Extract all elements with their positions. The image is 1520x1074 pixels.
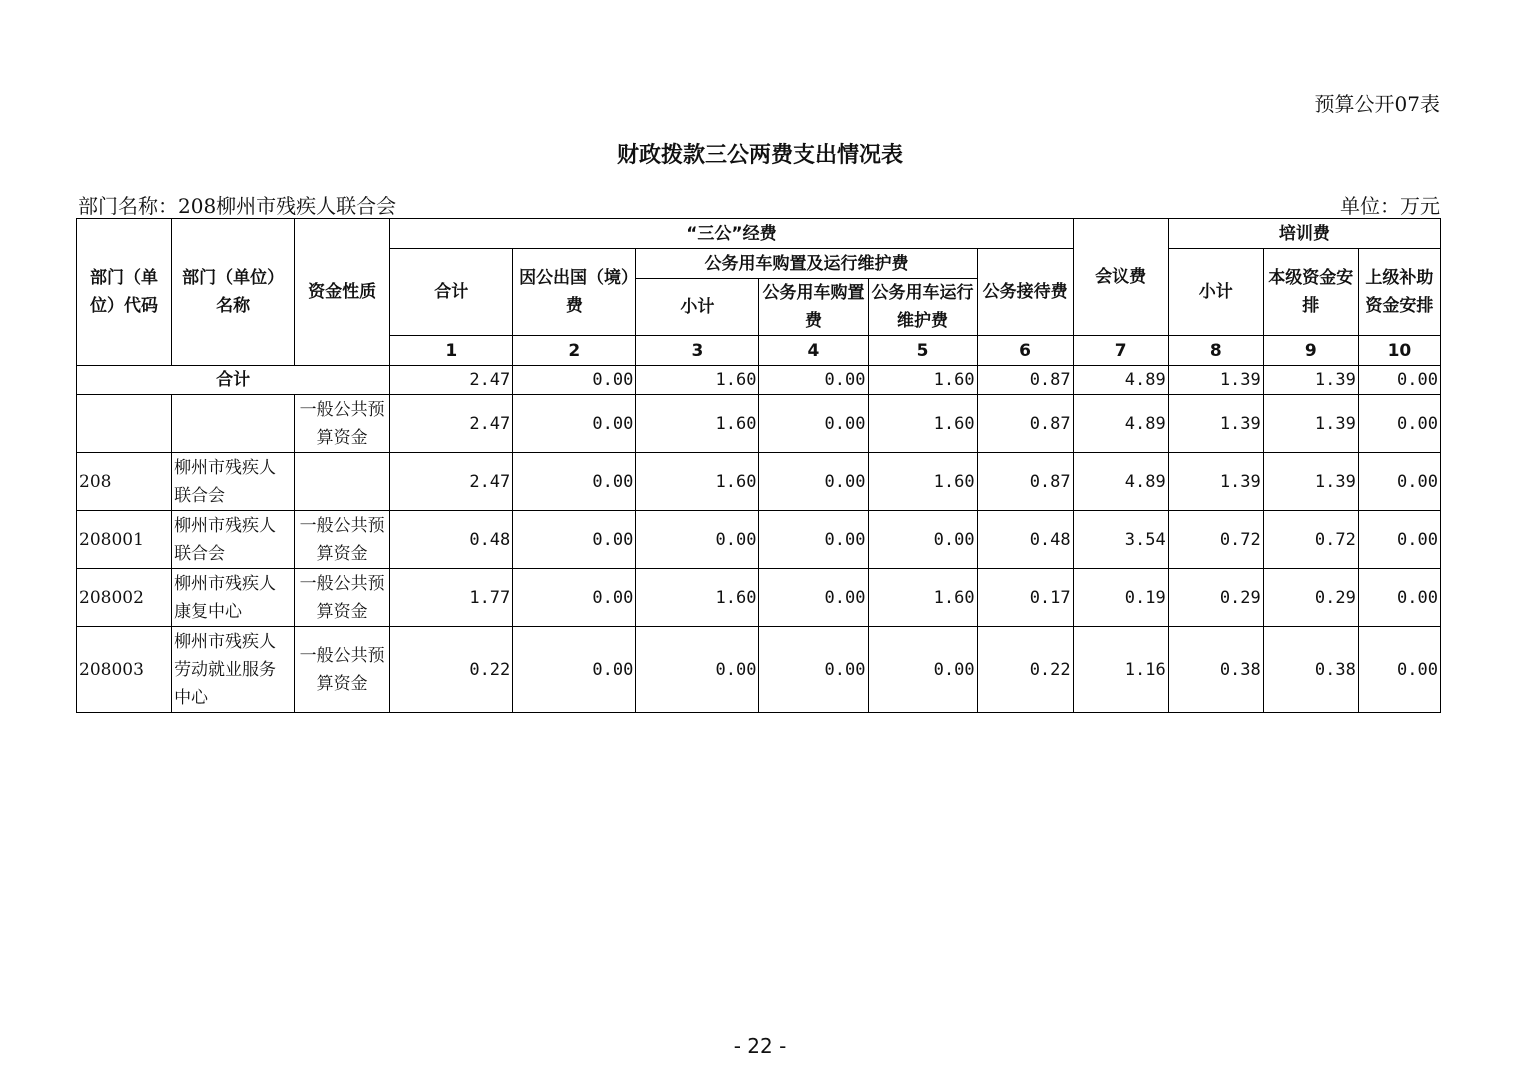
row-value: 0.38 <box>1263 627 1358 713</box>
col-number: 7 <box>1073 336 1168 366</box>
row-code: 208001 <box>77 511 172 569</box>
row-value: 0.00 <box>636 627 759 713</box>
row-value: 0.00 <box>868 627 977 713</box>
header-vehicle-operation: 公务用车运行维护费 <box>868 279 977 336</box>
table-row <box>77 569 1441 627</box>
total-value: 1.60 <box>636 366 759 395</box>
row-value: 0.00 <box>759 395 868 453</box>
header-row-1 <box>77 219 1441 249</box>
row-value: 0.72 <box>1168 511 1263 569</box>
row-value: 0.00 <box>513 569 636 627</box>
row-value: 0.00 <box>1358 395 1440 453</box>
budget-table <box>76 218 1441 713</box>
total-value: 4.89 <box>1073 366 1168 395</box>
row-value: 0.00 <box>868 511 977 569</box>
page-title: 财政拨款三公两费支出情况表 <box>616 143 903 168</box>
row-value: 0.38 <box>1168 627 1263 713</box>
col-number: 1 <box>390 336 513 366</box>
row-value: 0.00 <box>1358 511 1440 569</box>
page-number: - 22 - <box>733 1034 787 1058</box>
row-value: 1.77 <box>390 569 513 627</box>
row-value: 0.00 <box>513 627 636 713</box>
row-value: 0.29 <box>1263 569 1358 627</box>
header-training-local: 本级资金安排 <box>1263 249 1358 336</box>
department-name: 部门名称：208柳州市残疾人联合会 <box>78 194 397 218</box>
row-code: 208002 <box>77 569 172 627</box>
table-row <box>77 627 1441 713</box>
row-value: 4.89 <box>1073 453 1168 511</box>
header-dept-name: 部门（单位）名称 <box>172 219 295 366</box>
total-row <box>77 366 1441 395</box>
row-value: 0.00 <box>636 511 759 569</box>
row-value: 1.60 <box>868 569 977 627</box>
total-value: 0.00 <box>759 366 868 395</box>
total-value: 1.39 <box>1263 366 1358 395</box>
row-code: 208 <box>77 453 172 511</box>
form-number: 预算公开07表 <box>1314 92 1440 116</box>
row-value: 0.00 <box>1358 569 1440 627</box>
row-value: 2.47 <box>390 453 513 511</box>
header-vehicle-purchase: 公务用车购置费 <box>759 279 868 336</box>
row-name: 柳州市残疾人康复中心 <box>172 569 295 627</box>
total-value: 0.00 <box>1358 366 1440 395</box>
row-fund: 一般公共预算资金 <box>295 511 390 569</box>
row-value: 1.60 <box>868 453 977 511</box>
row-value: 0.00 <box>513 395 636 453</box>
row-value: 0.17 <box>977 569 1073 627</box>
col-number: 3 <box>636 336 759 366</box>
total-value: 1.39 <box>1168 366 1263 395</box>
row-code <box>77 395 172 453</box>
row-value: 0.00 <box>759 569 868 627</box>
row-value: 1.60 <box>636 395 759 453</box>
header-total: 合计 <box>390 249 513 336</box>
header-training-upper: 上级补助资金安排 <box>1358 249 1440 336</box>
row-value: 0.87 <box>977 395 1073 453</box>
row-name: 柳州市残疾人劳动就业服务中心 <box>172 627 295 713</box>
header-training: 培训费 <box>1168 219 1440 249</box>
row-value: 0.48 <box>390 511 513 569</box>
row-value: 1.39 <box>1263 453 1358 511</box>
row-name <box>172 395 295 453</box>
row-value: 3.54 <box>1073 511 1168 569</box>
row-code: 208003 <box>77 627 172 713</box>
total-value: 2.47 <box>390 366 513 395</box>
total-value: 1.60 <box>868 366 977 395</box>
row-fund: 一般公共预算资金 <box>295 569 390 627</box>
col-number: 5 <box>868 336 977 366</box>
col-number: 10 <box>1358 336 1440 366</box>
row-value: 0.00 <box>759 627 868 713</box>
header-vehicle-subtotal: 小计 <box>636 279 759 336</box>
row-value: 1.60 <box>636 569 759 627</box>
total-label: 合计 <box>77 366 390 395</box>
row-value: 0.00 <box>1358 627 1440 713</box>
row-value: 0.29 <box>1168 569 1263 627</box>
row-value: 0.00 <box>513 453 636 511</box>
row-value: 4.89 <box>1073 395 1168 453</box>
row-value: 0.00 <box>513 511 636 569</box>
row-value: 1.39 <box>1168 395 1263 453</box>
header-sangong: “三公”经费 <box>390 219 1073 249</box>
row-name: 柳州市残疾人联合会 <box>172 453 295 511</box>
row-value: 0.22 <box>977 627 1073 713</box>
row-value: 0.00 <box>759 453 868 511</box>
table-row <box>77 395 1441 453</box>
row-value: 0.00 <box>1358 453 1440 511</box>
table-row <box>77 453 1441 511</box>
table-row <box>77 511 1441 569</box>
row-value: 2.47 <box>390 395 513 453</box>
row-value: 0.19 <box>1073 569 1168 627</box>
row-value: 1.39 <box>1263 395 1358 453</box>
row-name: 柳州市残疾人联合会 <box>172 511 295 569</box>
row-fund: 一般公共预算资金 <box>295 627 390 713</box>
row-value: 0.00 <box>759 511 868 569</box>
row-fund: 一般公共预算资金 <box>295 395 390 453</box>
total-value: 0.87 <box>977 366 1073 395</box>
row-value: 0.48 <box>977 511 1073 569</box>
col-number: 4 <box>759 336 868 366</box>
col-number: 2 <box>513 336 636 366</box>
col-number: 6 <box>977 336 1073 366</box>
row-value: 1.60 <box>636 453 759 511</box>
unit-label: 单位：万元 <box>1340 194 1440 218</box>
row-value: 0.22 <box>390 627 513 713</box>
header-vehicle-group: 公务用车购置及运行维护费 <box>636 249 977 279</box>
header-reception: 公务接待费 <box>977 249 1073 336</box>
header-training-subtotal: 小计 <box>1168 249 1263 336</box>
total-value: 0.00 <box>513 366 636 395</box>
row-value: 0.87 <box>977 453 1073 511</box>
header-overseas: 因公出国（境）费 <box>513 249 636 336</box>
row-value: 0.72 <box>1263 511 1358 569</box>
header-dept-code: 部门（单位）代码 <box>77 219 172 366</box>
row-value: 1.16 <box>1073 627 1168 713</box>
header-fund-type: 资金性质 <box>295 219 390 366</box>
col-number: 8 <box>1168 336 1263 366</box>
row-fund <box>295 453 390 511</box>
row-value: 1.39 <box>1168 453 1263 511</box>
col-number: 9 <box>1263 336 1358 366</box>
header-meeting: 会议费 <box>1073 219 1168 336</box>
row-value: 1.60 <box>868 395 977 453</box>
